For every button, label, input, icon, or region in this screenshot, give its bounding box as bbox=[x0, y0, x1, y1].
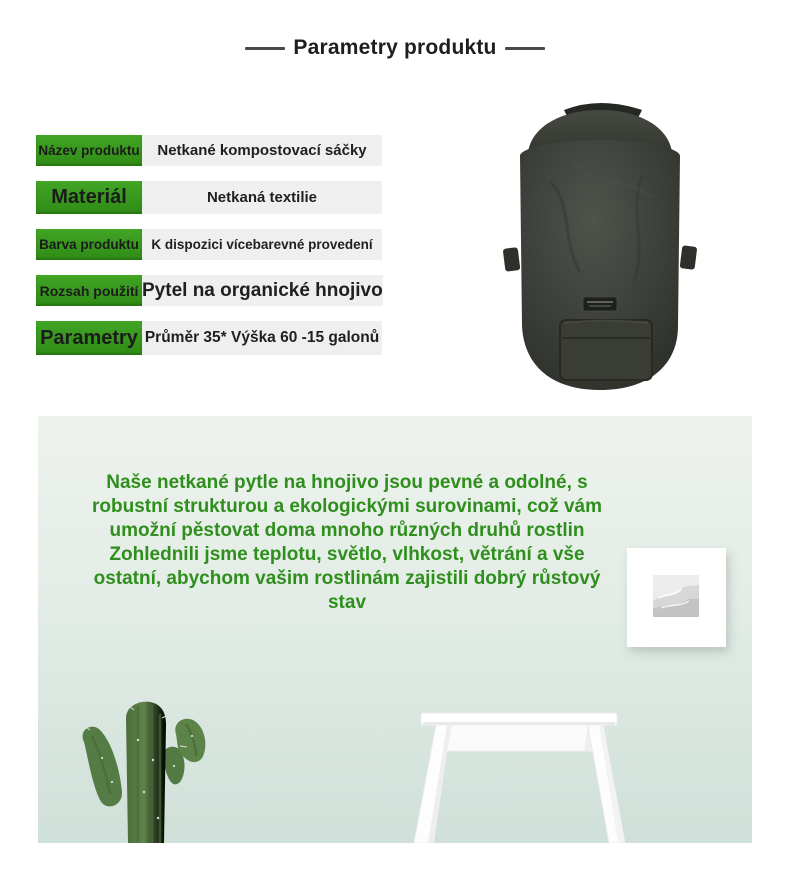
spec-label: Název produktu bbox=[36, 135, 142, 166]
frame-artwork bbox=[653, 575, 699, 617]
spec-table bbox=[36, 135, 382, 370]
spec-row-parametry bbox=[36, 321, 382, 355]
spec-row-nazev bbox=[36, 135, 382, 166]
spec-value: Průměr 35* Výška 60 -15 galonů bbox=[142, 321, 382, 355]
spec-row-barva bbox=[36, 229, 382, 260]
page-title: Parametry produktu bbox=[293, 36, 497, 59]
stool-illustration bbox=[410, 711, 634, 843]
product-photo-bag bbox=[502, 92, 698, 400]
section-title-row bbox=[0, 36, 790, 60]
spec-label: Rozsah použití bbox=[36, 275, 142, 306]
spec-label: Parametry bbox=[36, 321, 142, 355]
wall-frame-illustration bbox=[627, 548, 726, 647]
spec-row-rozsah bbox=[36, 275, 382, 306]
spec-row-material bbox=[36, 181, 382, 214]
title-left-dash bbox=[245, 47, 285, 50]
spec-value: Netkané kompostovací sáčky bbox=[142, 135, 382, 166]
spec-label: Materiál bbox=[36, 181, 142, 214]
spec-value: Netkaná textilie bbox=[142, 181, 382, 214]
lifestyle-panel bbox=[38, 416, 752, 843]
spec-label: Barva produktu bbox=[36, 229, 142, 260]
title-right-dash bbox=[505, 47, 545, 50]
product-description: Naše netkané pytle na hnojivo jsou pevné a odolné, s robustní strukturou a ekologickými surovinami, což vám umožní pěstovat doma mnoho různých druhů rostlin Zohlednili jsme teplotu, světlo, vlhkost, větrání a vše ostatní, abychom vašim rostlinám zajistili dobrý růstový stav bbox=[92, 472, 602, 613]
spec-value: K dispozici vícebarevné provedení bbox=[142, 229, 382, 260]
spec-value: Pytel na organické hnojivo bbox=[142, 275, 383, 306]
cactus-illustration bbox=[54, 700, 229, 843]
